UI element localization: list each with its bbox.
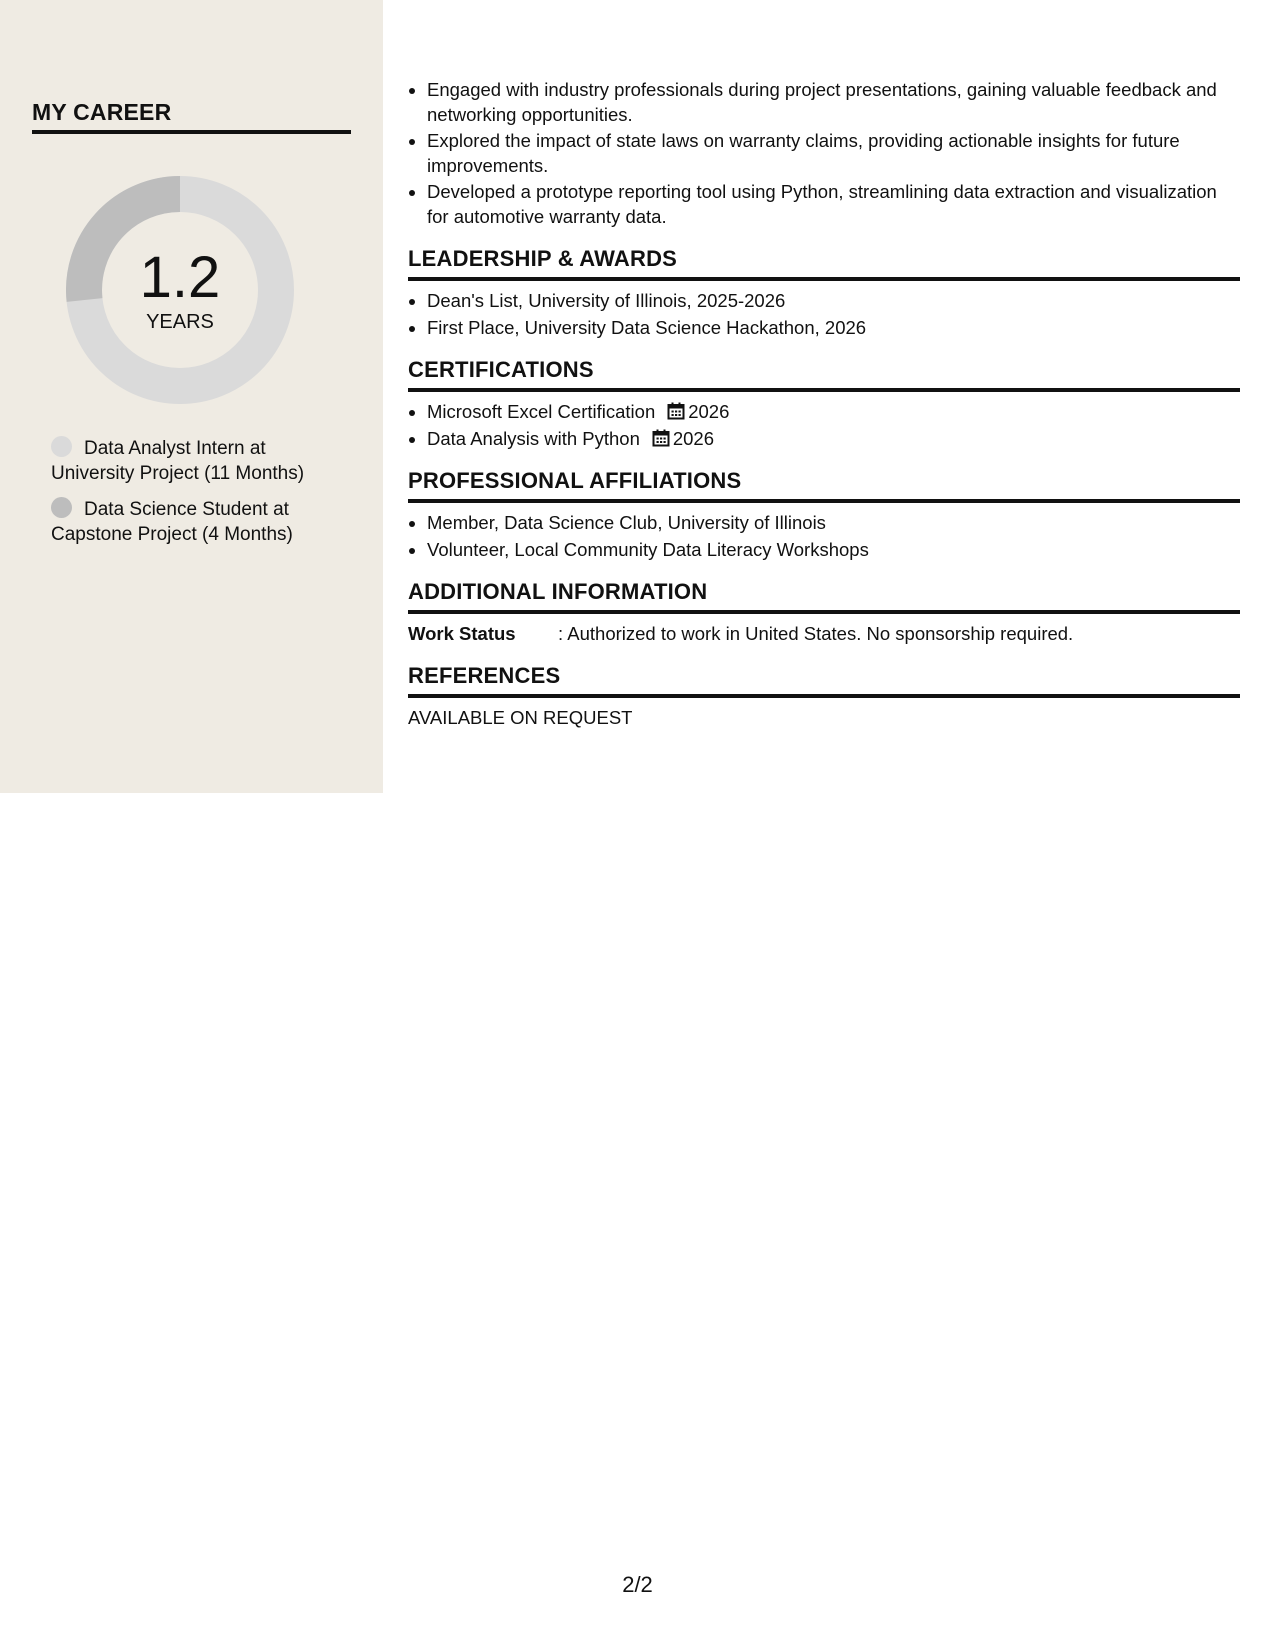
calendar-icon	[667, 402, 685, 420]
list-item: • Member, Data Science Club, University of Illinois	[427, 511, 1240, 536]
career-total-value: 1.2	[139, 245, 221, 310]
list-item: • Explored the impact of state laws on warranty claims, providing actionable insights for future improvements.	[427, 129, 1240, 178]
list-item	[427, 400, 1240, 425]
list-item: • Volunteer, Local Community Data Literacy Workshops	[427, 538, 1240, 563]
legend-item	[51, 497, 351, 547]
main-content	[408, 78, 1240, 730]
legend-dot-icon	[51, 436, 72, 457]
section-title-leadership: LEADERSHIP & AWARDS	[408, 245, 1240, 281]
experience-bullets	[408, 78, 1240, 229]
legend-item	[51, 436, 351, 486]
section-title-affiliations: PROFESSIONAL AFFILIATIONS	[408, 467, 1240, 503]
section-title-references: REFERENCES	[408, 662, 1240, 698]
certification-name: Data Analysis with Python	[427, 427, 640, 449]
section-title-additional-info: ADDITIONAL INFORMATION	[408, 578, 1240, 614]
calendar-icon	[652, 429, 670, 447]
legend-dot-icon	[51, 497, 72, 518]
career-donut-chart	[66, 176, 294, 404]
certification-year: 2026	[688, 401, 730, 422]
references-text: AVAILABLE ON REQUEST	[408, 707, 633, 728]
certification-name: Microsoft Excel Certification	[427, 401, 656, 422]
work-status-label: Work Status	[408, 623, 516, 644]
page-number: 2/2	[622, 1572, 653, 1597]
list-item: • Engaged with industry professionals during project presentations, gaining valuable feedback and networking opportunities.	[427, 78, 1240, 127]
affiliations-list	[408, 511, 1240, 562]
list-item	[427, 427, 1240, 452]
list-item: • Dean's List, University of Illinois, 2025-2026	[427, 289, 1240, 314]
section-title-certifications: CERTIFICATIONS	[408, 356, 1240, 392]
career-total-unit: YEARS	[146, 311, 214, 333]
certifications-list	[408, 400, 1240, 451]
list-item: • Developed a prototype reporting tool using Python, streamlining data extraction and visualization for automotive warranty data.	[427, 180, 1240, 229]
certification-year: 2026	[672, 427, 715, 449]
legend-label: Data Science Student at Capstone Project (4 Months)	[51, 499, 293, 545]
leadership-list	[408, 289, 1240, 340]
sidebar	[0, 0, 383, 793]
career-heading: MY CAREER	[32, 98, 351, 134]
career-legend	[51, 436, 351, 558]
legend-label: Data Analyst Intern at University Project (11 Months)	[51, 438, 305, 484]
work-status-row	[408, 622, 1240, 646]
list-item: • First Place, University Data Science Hackathon, 2026	[427, 316, 1240, 341]
work-status-value: : Authorized to work in United States. No sponsorship required.	[558, 623, 1074, 644]
